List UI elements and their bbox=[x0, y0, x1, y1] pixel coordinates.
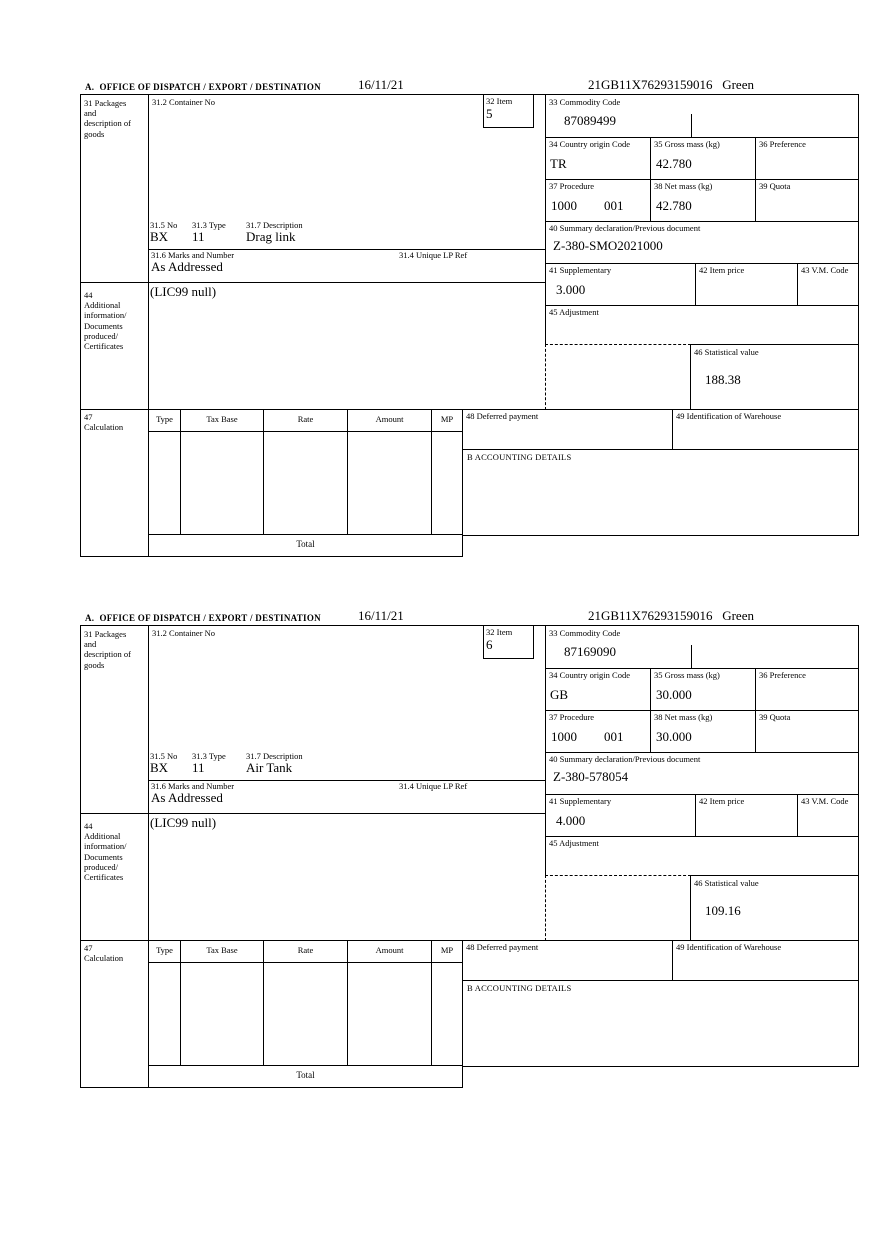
calc-col-tax-base-header: Tax Base bbox=[180, 409, 264, 432]
calc-body-type bbox=[148, 431, 181, 535]
country-origin-value: TR bbox=[550, 156, 567, 171]
box-35-gross-mass-cell bbox=[650, 668, 756, 711]
box-34-label: 34 Country origin Code bbox=[549, 670, 630, 680]
box-37-label: 37 Procedure bbox=[549, 181, 595, 191]
marks-value: As Addressed bbox=[151, 259, 223, 274]
accounting-details-label: B ACCOUNTING DETAILS bbox=[467, 452, 572, 462]
box-37-procedure-cell bbox=[545, 179, 651, 222]
box-41-label: 41 Supplementary bbox=[549, 265, 612, 275]
box-31-5-label: 31.5 No bbox=[150, 751, 178, 761]
package-description-value: Drag link bbox=[246, 229, 296, 244]
calc-body-type bbox=[148, 962, 181, 1066]
box-47-calculation-cell bbox=[80, 940, 149, 1088]
dispatch-date: 16/11/21 bbox=[358, 608, 404, 623]
box-40-previous-document-cell bbox=[545, 221, 859, 264]
form-body bbox=[80, 625, 859, 1088]
box-31-6-label: 31.6 Marks and Number bbox=[151, 781, 235, 791]
procedure-code: 1000 bbox=[551, 198, 577, 213]
box-37-procedure-cell bbox=[545, 710, 651, 753]
procedure-value bbox=[551, 730, 624, 744]
box-44-label: 44 Additional information/ Documents produced/ Certificates bbox=[84, 290, 127, 351]
supplementary-value: 4.000 bbox=[556, 813, 586, 828]
box-32-label: 32 Item bbox=[486, 96, 513, 106]
box-36-label: 36 Preference bbox=[759, 139, 806, 149]
box-31-4-label: 31.4 Unique LP Ref bbox=[399, 250, 468, 260]
box-49-warehouse-cell bbox=[672, 409, 859, 450]
box-31-label: 31 Packages and description of goods bbox=[84, 629, 131, 670]
dashed-divider-vertical bbox=[545, 344, 546, 410]
calc-body-tax-base bbox=[180, 431, 264, 535]
box-32-item-cell bbox=[483, 625, 534, 659]
previous-document-value: Z-380-SMO2021000 bbox=[553, 238, 663, 253]
declaration-reference: 21GB11X76293159016 Green bbox=[588, 77, 754, 92]
box-31-7-label: 31.7 Description bbox=[246, 220, 303, 230]
box-41-label: 41 Supplementary bbox=[549, 796, 612, 806]
previous-document-value: Z-380-578054 bbox=[553, 769, 629, 784]
box-46-label: 46 Statistical value bbox=[694, 878, 759, 888]
box-41-supplementary-cell bbox=[545, 794, 696, 837]
box-36-preference-cell bbox=[755, 137, 859, 180]
box-39-quota-cell bbox=[755, 179, 859, 222]
dispatch-date: 16/11/21 bbox=[358, 77, 404, 92]
declaration-forms-container bbox=[80, 75, 882, 1088]
box-31-2-label: 31.2 Container No bbox=[152, 97, 216, 107]
box-40-label: 40 Summary declaration/Previous document bbox=[549, 223, 701, 233]
office-of-dispatch-label: A. OFFICE OF DISPATCH / EXPORT / DESTINATION bbox=[85, 613, 321, 623]
box-32-item-cell bbox=[483, 94, 534, 128]
box-31-7-label: 31.7 Description bbox=[246, 751, 303, 761]
calc-body-amount bbox=[347, 962, 432, 1066]
box-38-label: 38 Net mass (kg) bbox=[654, 181, 713, 191]
box-42-label: 42 Item price bbox=[699, 265, 745, 275]
box-31-3-label: 31.3 Type bbox=[192, 220, 226, 230]
box-41-supplementary-cell bbox=[545, 263, 696, 306]
procedure-value bbox=[551, 199, 624, 213]
procedure-code-2: 001 bbox=[604, 198, 624, 213]
country-origin-value: GB bbox=[550, 687, 569, 702]
net-mass-value: 30.000 bbox=[656, 729, 692, 744]
procedure-code-2: 001 bbox=[604, 729, 624, 744]
form-header bbox=[80, 75, 859, 94]
box-33-commodity-cell bbox=[545, 625, 859, 669]
box-31-6-marks-cell bbox=[148, 249, 546, 283]
box-31-6-label: 31.6 Marks and Number bbox=[151, 250, 235, 260]
additional-info-value: (LIC99 null) bbox=[150, 284, 217, 299]
box-34-origin-cell bbox=[545, 668, 651, 711]
box-31-4-label: 31.4 Unique LP Ref bbox=[399, 781, 468, 791]
box-40-previous-document-cell bbox=[545, 752, 859, 795]
box-36-preference-cell bbox=[755, 668, 859, 711]
box-38-net-mass-cell bbox=[650, 179, 756, 222]
item-number-value: 6 bbox=[486, 637, 493, 653]
box-48-deferred-payment-cell bbox=[462, 409, 673, 450]
box-48-label: 48 Deferred payment bbox=[466, 411, 539, 421]
box-31-packages-cell bbox=[80, 94, 149, 283]
box-31-6-marks-cell bbox=[148, 780, 546, 814]
box-34-origin-cell bbox=[545, 137, 651, 180]
box-35-gross-mass-cell bbox=[650, 137, 756, 180]
calc-col-type-header: Type bbox=[148, 409, 181, 432]
box-42-label: 42 Item price bbox=[699, 796, 745, 806]
item-number-value: 5 bbox=[486, 106, 493, 122]
form-header bbox=[80, 606, 859, 625]
box-40-label: 40 Summary declaration/Previous document bbox=[549, 754, 701, 764]
box-44-additional-info-cell bbox=[80, 282, 149, 410]
box-46-statistical-value-cell bbox=[690, 875, 859, 941]
box-39-quota-cell bbox=[755, 710, 859, 753]
calc-body-rate bbox=[263, 431, 348, 535]
box-35-label: 35 Gross mass (kg) bbox=[654, 139, 720, 149]
box-45-label: 45 Adjustment bbox=[549, 307, 599, 317]
commodity-code-divider bbox=[691, 114, 692, 138]
calc-col-mp-header: MP bbox=[431, 940, 463, 963]
box-43-vm-code-cell bbox=[797, 263, 859, 306]
box-31-label: 31 Packages and description of goods bbox=[84, 98, 131, 139]
customs-declaration-item-form bbox=[80, 606, 859, 1088]
box-49-warehouse-cell bbox=[672, 940, 859, 981]
calc-body-rate bbox=[263, 962, 348, 1066]
box-32-label: 32 Item bbox=[486, 627, 513, 637]
box-33-label: 33 Commodity Code bbox=[549, 97, 621, 107]
box-45-adjustment-cell bbox=[545, 305, 859, 345]
calc-total-row: Total bbox=[148, 534, 463, 557]
commodity-code-value: 87169090 bbox=[564, 644, 616, 659]
box-43-vm-code-cell bbox=[797, 794, 859, 837]
box-33-label: 33 Commodity Code bbox=[549, 628, 621, 638]
box-45-adjustment-cell bbox=[545, 836, 859, 876]
calc-col-rate-header: Rate bbox=[263, 409, 348, 432]
calc-total-row: Total bbox=[148, 1065, 463, 1088]
box-43-label: 43 V.M. Code bbox=[801, 265, 849, 275]
box-33-commodity-cell bbox=[545, 94, 859, 138]
box-43-label: 43 V.M. Code bbox=[801, 796, 849, 806]
box-44-additional-info-cell bbox=[80, 813, 149, 941]
calc-col-mp-header: MP bbox=[431, 409, 463, 432]
statistical-value: 188.38 bbox=[705, 372, 741, 387]
calc-body-amount bbox=[347, 431, 432, 535]
box-45-label: 45 Adjustment bbox=[549, 838, 599, 848]
box-39-label: 39 Quota bbox=[759, 181, 791, 191]
box-38-net-mass-cell bbox=[650, 710, 756, 753]
package-no-value: BX bbox=[150, 229, 169, 244]
box-42-item-price-cell bbox=[695, 263, 798, 306]
additional-info-value: (LIC99 null) bbox=[150, 815, 217, 830]
calc-col-amount-header: Amount bbox=[347, 409, 432, 432]
form-body bbox=[80, 94, 859, 557]
box-31-3-label: 31.3 Type bbox=[192, 751, 226, 761]
calc-body-mp bbox=[431, 962, 463, 1066]
accounting-details-label: B ACCOUNTING DETAILS bbox=[467, 983, 572, 993]
box-36-label: 36 Preference bbox=[759, 670, 806, 680]
package-description-value: Air Tank bbox=[246, 760, 293, 775]
box-42-item-price-cell bbox=[695, 794, 798, 837]
calc-col-amount-header: Amount bbox=[347, 940, 432, 963]
box-39-label: 39 Quota bbox=[759, 712, 791, 722]
dashed-divider-vertical bbox=[545, 875, 546, 941]
gross-mass-value: 30.000 bbox=[656, 687, 692, 702]
dashed-divider-horizontal bbox=[545, 344, 691, 345]
procedure-code: 1000 bbox=[551, 729, 577, 744]
office-of-dispatch-label: A. OFFICE OF DISPATCH / EXPORT / DESTINATION bbox=[85, 82, 321, 92]
commodity-code-divider bbox=[691, 645, 692, 669]
box-46-label: 46 Statistical value bbox=[694, 347, 759, 357]
accounting-details-cell bbox=[462, 449, 859, 536]
box-47-calculation-cell bbox=[80, 409, 149, 557]
box-46-statistical-value-cell bbox=[690, 344, 859, 410]
commodity-code-value: 87089499 bbox=[564, 113, 616, 128]
package-type-value: 11 bbox=[192, 229, 205, 244]
gross-mass-value: 42.780 bbox=[656, 156, 692, 171]
box-37-label: 37 Procedure bbox=[549, 712, 595, 722]
package-no-value: BX bbox=[150, 760, 169, 775]
declaration-reference: 21GB11X76293159016 Green bbox=[588, 608, 754, 623]
box-31-2-label: 31.2 Container No bbox=[152, 628, 216, 638]
box-48-label: 48 Deferred payment bbox=[466, 942, 539, 952]
box-44-label: 44 Additional information/ Documents produced/ Certificates bbox=[84, 821, 127, 882]
dashed-divider-horizontal bbox=[545, 875, 691, 876]
calc-col-type-header: Type bbox=[148, 940, 181, 963]
box-47-label: 47 Calculation bbox=[84, 943, 124, 964]
calc-col-tax-base-header: Tax Base bbox=[180, 940, 264, 963]
calc-body-mp bbox=[431, 431, 463, 535]
box-31-5-label: 31.5 No bbox=[150, 220, 178, 230]
box-31-packages-cell bbox=[80, 625, 149, 814]
box-38-label: 38 Net mass (kg) bbox=[654, 712, 713, 722]
box-49-label: 49 Identification of Warehouse bbox=[676, 411, 782, 421]
net-mass-value: 42.780 bbox=[656, 198, 692, 213]
accounting-details-cell bbox=[462, 980, 859, 1067]
box-35-label: 35 Gross mass (kg) bbox=[654, 670, 720, 680]
box-48-deferred-payment-cell bbox=[462, 940, 673, 981]
statistical-value: 109.16 bbox=[705, 903, 741, 918]
package-type-value: 11 bbox=[192, 760, 205, 775]
customs-declaration-item-form bbox=[80, 75, 859, 557]
calc-body-tax-base bbox=[180, 962, 264, 1066]
calc-col-rate-header: Rate bbox=[263, 940, 348, 963]
box-34-label: 34 Country origin Code bbox=[549, 139, 630, 149]
supplementary-value: 3.000 bbox=[556, 282, 586, 297]
box-49-label: 49 Identification of Warehouse bbox=[676, 942, 782, 952]
marks-value: As Addressed bbox=[151, 790, 223, 805]
box-47-label: 47 Calculation bbox=[84, 412, 124, 433]
